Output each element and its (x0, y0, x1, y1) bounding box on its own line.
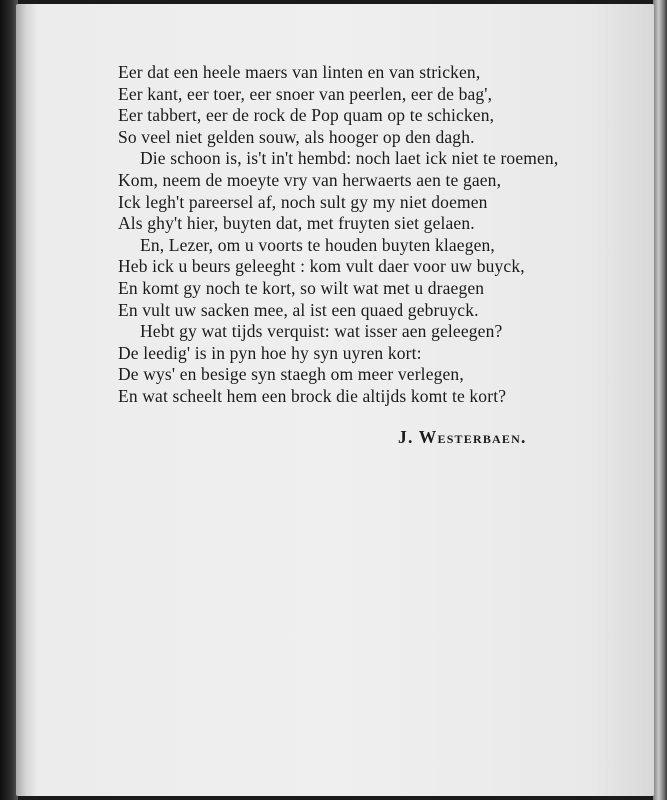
page-edge (653, 0, 667, 800)
poem-line: En vult uw sacken mee, al ist een quaed gebruyck. (118, 299, 479, 320)
poem-line: En komt gy noch te kort, so wilt wat met u draegen (118, 277, 485, 298)
poem-line: Kom, neem de moeyte vry van herwaerts aen te gaen, (118, 169, 502, 190)
poem-line: Heb ick u beurs geleeght : kom vult daer voor uw buyck, (118, 256, 525, 277)
poem-line: De leedig' is in pyn hoe hy syn uyren kort: (118, 342, 422, 363)
poem-line: Die schoon is, is't in't hembd: noch laet ick niet te roemen, (140, 148, 559, 169)
poem-line: En, Lezer, om u voorts te houden buyten klaegen, (140, 234, 495, 255)
poem-line: Eer dat een heele maers van linten en van stricken, (118, 62, 481, 82)
author-signature: J. Westerbaen. (398, 427, 527, 447)
poem-line: De wys' en besige syn staegh om meer verlegen, (118, 364, 464, 385)
poem-line: Hebt gy wat tijds verquist: wat isser aen geleegen? (140, 321, 503, 342)
poem-line: So veel niet gelden souw, als hooger op den dagh. (118, 126, 475, 147)
poem-line: Als ghy't hier, buyten dat, met fruyten siet gelaen. (118, 213, 475, 234)
poem-line: Eer kant, eer toer, eer snoer van peerlen, eer de bag', (118, 83, 493, 104)
poem-line: En wat scheelt hem een brock die altijds komt te kort? (118, 385, 507, 406)
poem (118, 62, 598, 408)
poem-line: Ick legh't pareersel af, noch sult gy my niet doemen (118, 191, 488, 212)
poem-line: Eer tabbert, eer de rock de Pop quam op te schicken, (118, 105, 495, 126)
